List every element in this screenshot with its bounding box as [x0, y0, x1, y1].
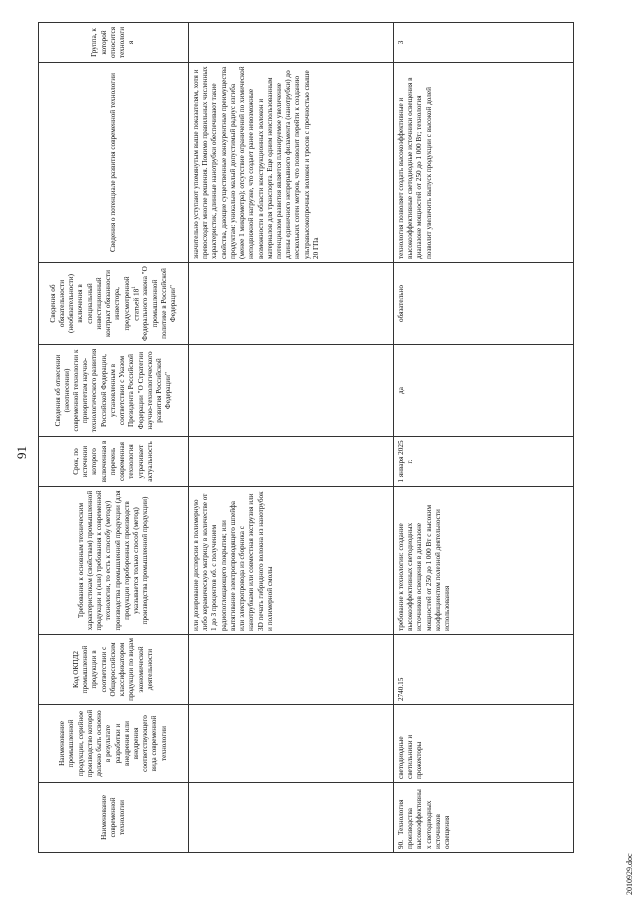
- cell-empty: [189, 783, 394, 853]
- header-okpd2: Код ОКПД2 промышленной продукции в соответствии с Общероссийским классификатором продукции по видам экономической деятельности: [39, 635, 189, 705]
- cell-empty: [189, 437, 394, 487]
- cell-potential: технология позволяет создать высокоэффективные и высокоэффективные светодиодные источники освещения в диапазоне мощностей от 250 до 1 000 Вт; технология позволит увеличить выпуск продукции с высокой долей: [394, 63, 574, 263]
- cell-product-name: светодиодные светильники и прожекторы: [394, 705, 574, 783]
- cell-tech-name: 90.Технология производства высокоэффективных светодиодных источников освещения: [394, 783, 574, 853]
- cell-deadline: 1 января 2025 г.: [394, 437, 574, 487]
- cell-empty: [189, 635, 394, 705]
- cell-empty: [189, 345, 394, 437]
- header-potential: Сведения о потенциале развития современной технологии: [39, 63, 189, 263]
- header-group: Группа, к которой относится технология: [39, 23, 189, 63]
- cell-empty: [189, 263, 394, 345]
- cell-empty: [189, 23, 394, 63]
- header-obligation: Сведения об обязательности (необязательности) включения в специальный инвестиционный контракт обязанности инвестора, предусмотренной статьей $18^1$ Федерального закона "О промышленной политике в Российской Федерации": [39, 263, 189, 345]
- row-number: 90.: [397, 840, 405, 849]
- cell-requirements: или дозирование дисперсии в полимерную либо керамическую матрицу в количестве от 1 до 3 процентов об. с получением радиопоглощающего покрытия; или вытягивание электропроводящего шпейфа или электропровода из сборника с нанотрубками или совместная экструзия или 3D печать гибридного волокна из нанотрубок и полимерной смолы: [189, 487, 394, 635]
- header-priority: Сведения об отнесении (неотнесении) современной технологии к приоритетам научно-технологического развития Российской Федерации, установленным в соответствии с Указом Президента Российской Федерации "О Стратегии научно-технологического развития Российской Федерации": [39, 345, 189, 437]
- table-row: [394, 23, 574, 853]
- technology-table: [38, 22, 574, 853]
- header-tech-name: Наименование современной технологии: [39, 783, 189, 853]
- header-requirements: Требования к основным техническим характеристикам (свойствам) промышленной продукции и (или) требования к современной технологии, то есть к способу (методу) производства промышленной продукции (для продукции гороборонных производств указывается только способ (метод) производства промышленной продукции): [39, 487, 189, 635]
- table-header-row: [39, 23, 189, 853]
- cell-okpd2: 2740.15: [394, 635, 574, 705]
- document-id: 2010929.doc: [625, 853, 634, 895]
- page-number: 91: [14, 446, 29, 459]
- cell-requirements: требование к технологии: создание высокоэффективных светодиодных источников освещения в диапазоне мощностей от 250 до 1 000 Вт с высоким коэффициентом полезной деятельности использования: [394, 487, 574, 635]
- header-product-name: Наименование промышленной продукции, серийное производство которой должно быть освоено в результате разработки и внедрения или внедрения соответствующего вида современной технологии: [39, 705, 189, 783]
- cell-group: 3: [394, 23, 574, 63]
- cell-obligation: обязательно: [394, 263, 574, 345]
- cell-potential: значительно уступают упомянутым выше показателям, хотя и превосходят многие решения. Помимо правильных численных характеристик, длинные нанотрубки обеспечивают такие свойства, дающие существенные конкурентные преимущества продуктам: уникально малый допустимый радиус изгиба (менее 1 микрометра); отсутствие ограничений по химической неподвижной нагрузке, что создает ранее невозможные возможности в области конструкционных волокон и материалов для транспорта. Еще одним неиспользованным потенциалом развития является планируемое увеличение длины единичного непрерывного филамента (нанотрубки) до нескольких сотен метров, что позволит перейти к созданию ультравысокопрочных волокон и тросов с прочностью свыше 20 ГПа: [189, 63, 394, 263]
- header-deadline: Срок, по истечении которого включенная в перечень современная технология утрачивает актуальность: [39, 437, 189, 487]
- cell-empty: [189, 705, 394, 783]
- cell-priority: да: [394, 345, 574, 437]
- table-row: [189, 23, 394, 853]
